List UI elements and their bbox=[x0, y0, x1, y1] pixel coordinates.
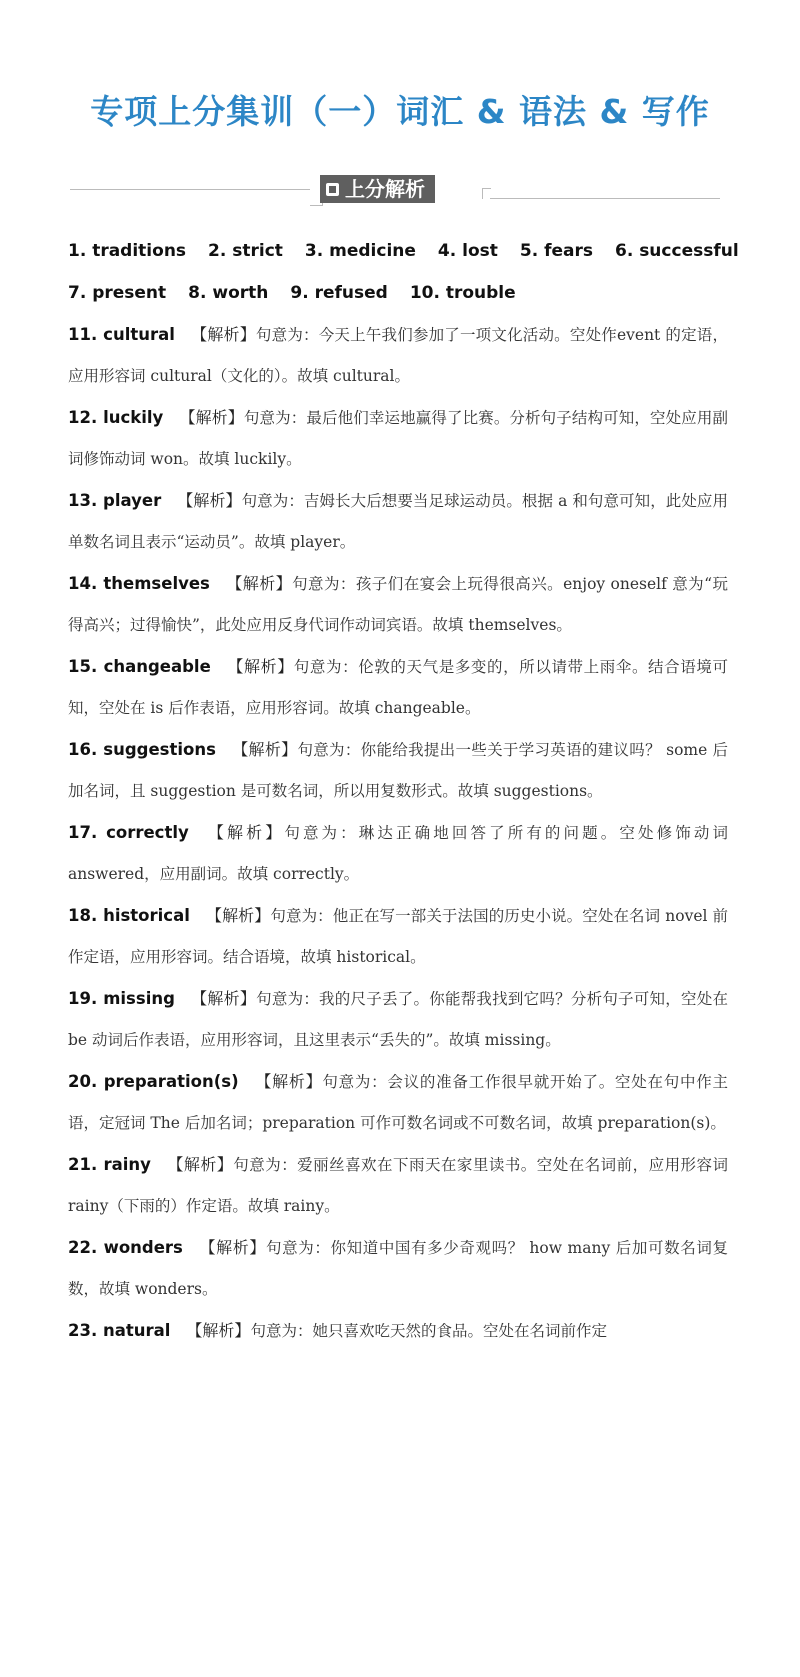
answer-word: 22. wonders bbox=[68, 1238, 183, 1257]
analysis-tag: 【解析】 bbox=[205, 906, 271, 925]
analysis-tag: 【解析】 bbox=[177, 491, 242, 510]
analysis-tag: 【解析】 bbox=[225, 574, 293, 593]
explanation-entry bbox=[68, 563, 728, 646]
answer-word: 17. correctly bbox=[68, 823, 189, 842]
answer-row bbox=[68, 230, 739, 272]
section-label bbox=[320, 175, 435, 203]
answer-word: 18. historical bbox=[68, 906, 190, 925]
answer-word: 15. changeable bbox=[68, 657, 211, 676]
answer-word: 11. cultural bbox=[68, 325, 175, 344]
divider-left bbox=[70, 189, 310, 190]
answer-item: 6. successful bbox=[614, 241, 739, 261]
explanation-entry bbox=[68, 895, 728, 978]
explanation-entry bbox=[68, 978, 728, 1061]
answer-word: 23. natural bbox=[68, 1321, 171, 1340]
explanation-text: 句意为：爱丽丝喜欢在下雨天在家里读书。空处在名词前，应用形容词 rainy（下雨的）作定语。故填 rainy。 bbox=[68, 1156, 728, 1215]
explanation-entry bbox=[68, 729, 728, 812]
explanation-text: 句意为：吉姆长大后想要当足球运动员。根据 a 和句意可知，此处应用单数名词且表示“运动员”。故填 player。 bbox=[68, 492, 728, 551]
analysis-tag: 【解析】 bbox=[226, 657, 294, 676]
section-label-text: 上分解析 bbox=[345, 177, 425, 201]
explanation-text: 句意为：你知道中国有多少奇观吗？ how many 后加可数名词复数，故填 wonders。 bbox=[68, 1239, 728, 1298]
answer-item: 1. traditions bbox=[68, 241, 187, 261]
square-bullet-icon bbox=[326, 183, 339, 196]
explanation-entry bbox=[68, 1144, 728, 1227]
answer-row bbox=[68, 272, 728, 314]
analysis-tag: 【解析】 bbox=[190, 325, 256, 344]
analysis-tag: 【解析】 bbox=[179, 408, 244, 427]
explanation-text: 句意为：他正在写一部关于法国的历史小说。空处在名词 novel 前作定语，应用形容词。结合语境，故填 historical。 bbox=[68, 907, 728, 966]
explanation-text: 句意为：今天上午我们参加了一项文化活动。空处作event 的定语，应用形容词 cultural（文化的）。故填 cultural。 bbox=[68, 326, 728, 385]
answer-item: 7. present bbox=[68, 283, 167, 303]
answer-item: 5. fears bbox=[519, 241, 593, 261]
analysis-tag: 【解析】 bbox=[254, 1072, 323, 1091]
answer-word: 19. missing bbox=[68, 989, 175, 1008]
explanation-entry bbox=[68, 1061, 728, 1144]
page-title: 专项上分集训（一）词汇 & 语法 & 写作 bbox=[90, 92, 710, 131]
answer-item: 9. refused bbox=[290, 283, 388, 303]
explanation-text: 句意为：琳达正确地回答了所有的问题。空处修饰动词 answered，应用副词。故填 correctly。 bbox=[68, 824, 728, 883]
analysis-tag: 【解析】 bbox=[166, 1155, 234, 1174]
explanation-entry bbox=[68, 646, 728, 729]
explanation-entry bbox=[68, 1227, 728, 1310]
analysis-tag: 【解析】 bbox=[231, 740, 298, 759]
answer-key bbox=[68, 230, 739, 314]
answer-item: 4. lost bbox=[437, 241, 498, 261]
analysis-tag: 【解析】 bbox=[204, 823, 285, 842]
explanation-list bbox=[68, 314, 728, 1352]
answer-item: 3. medicine bbox=[304, 241, 416, 261]
explanation-text: 句意为：她只喜欢吃天然的食品。空处在名词前作定 bbox=[250, 1322, 607, 1340]
explanation-text: 句意为：孩子们在宴会上玩得很高兴。enjoy oneself 意为“玩得高兴；过得愉快”，此处应用反身代词作动词宾语。故填 themselves。 bbox=[68, 575, 728, 634]
answer-word: 20. preparation(s) bbox=[68, 1072, 239, 1091]
explanation-text: 句意为：你能给我提出一些关于学习英语的建议吗？ some 后加名词，且 suggestion 是可数名词，所以用复数形式。故填 suggestions。 bbox=[68, 741, 729, 800]
analysis-tag: 【解析】 bbox=[186, 1321, 251, 1340]
explanation-text: 句意为：伦敦的天气是多变的，所以请带上雨伞。结合语境可知，空处在 is 后作表语，应用形容词。故填 changeable。 bbox=[68, 658, 728, 717]
analysis-tag: 【解析】 bbox=[190, 989, 257, 1008]
answer-item: 8. worth bbox=[188, 283, 269, 303]
explanation-entry bbox=[68, 397, 728, 480]
explanation-entry bbox=[68, 314, 728, 397]
explanation-text: 句意为：我的尺子丢了。你能帮我找到它吗？分析句子可知，空处在 be 动词后作表语，应用形容词，且这里表示“丢失的”。故填 missing。 bbox=[68, 990, 728, 1049]
answer-word: 16. suggestions bbox=[68, 740, 216, 759]
answer-word: 13. player bbox=[68, 491, 162, 510]
analysis-tag: 【解析】 bbox=[198, 1238, 266, 1257]
answer-word: 12. luckily bbox=[68, 408, 164, 427]
answer-word: 14. themselves bbox=[68, 574, 210, 593]
explanation-text: 句意为：最后他们幸运地赢得了比赛。分析句子结构可知，空处应用副词修饰动词 won。故填 luckily。 bbox=[68, 409, 728, 468]
explanation-entry bbox=[68, 480, 728, 563]
divider-right bbox=[490, 198, 720, 199]
explanation-entry bbox=[68, 1310, 728, 1352]
explanation-text: 句意为：会议的准备工作很早就开始了。空处在句中作主语，定冠词 The 后加名词；preparation 可作可数名词或不可数名词，故填 preparation(s)。 bbox=[68, 1073, 728, 1132]
answer-item: 2. strict bbox=[208, 241, 283, 261]
section-header bbox=[70, 177, 720, 220]
answer-word: 21. rainy bbox=[68, 1155, 151, 1174]
explanation-entry bbox=[68, 812, 728, 895]
answer-item: 10. trouble bbox=[409, 283, 516, 303]
